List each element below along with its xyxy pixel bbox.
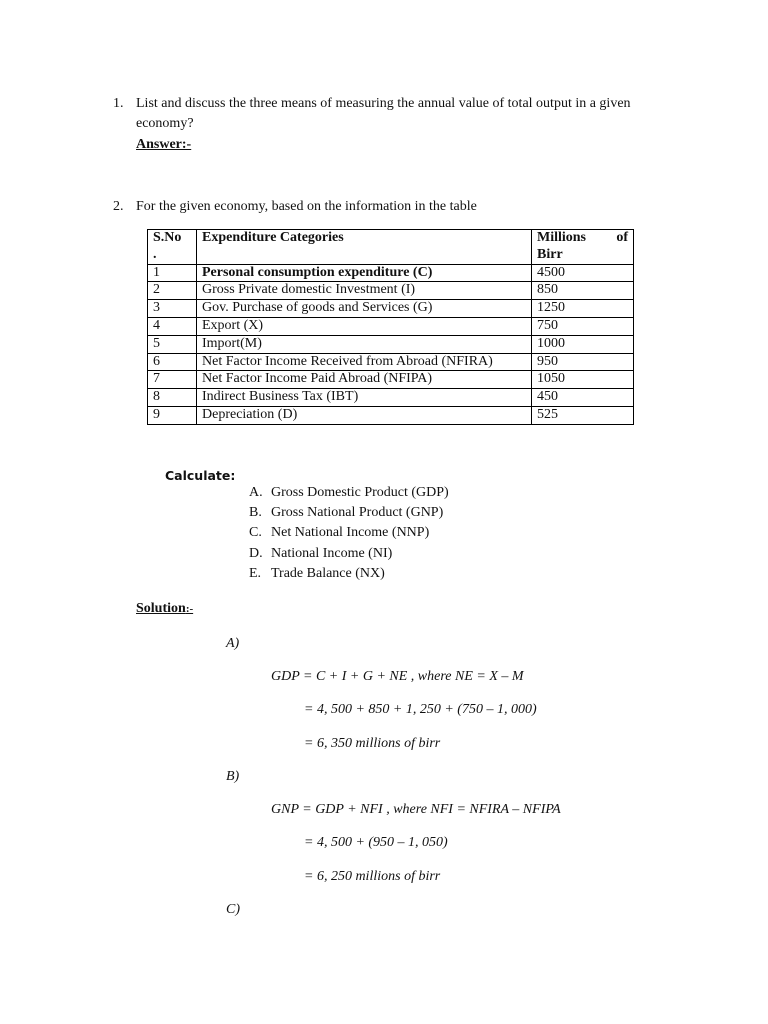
header-millions: Millions of Birr: [532, 230, 634, 265]
gdp-result: = 6, 350 millions of birr: [304, 736, 441, 751]
calculate-item-letter: B.: [249, 505, 262, 521]
header-category: Expenditure Categories: [197, 230, 532, 265]
calculate-item-text: Trade Balance (NX): [271, 565, 385, 581]
calculate-item: [249, 504, 449, 524]
calculate-item: [249, 484, 449, 504]
q1-number: 1.: [113, 96, 124, 111]
calculate-label: Calculate:: [165, 468, 236, 483]
row-category: Gross Private domestic Investment (I): [197, 282, 532, 300]
row-category: Net Factor Income Received from Abroad (NFIRA): [197, 353, 532, 371]
calculate-item-letter: D.: [249, 545, 263, 561]
row-value: 750: [532, 317, 634, 335]
table-row: [148, 389, 634, 407]
part-b-label: B): [226, 769, 240, 784]
gdp-formula: GDP = C + I + G + NE , where NE = X – M: [271, 669, 524, 684]
calculate-item: [249, 545, 449, 565]
row-sno: 5: [148, 335, 197, 353]
calculate-item-text: Gross Domestic Product (GDP): [271, 485, 449, 500]
row-sno: 2: [148, 282, 197, 300]
row-value: 1050: [532, 371, 634, 389]
row-sno: 8: [148, 389, 197, 407]
table-row: [148, 371, 634, 389]
row-sno: 7: [148, 371, 197, 389]
answer-label: Answer:-: [136, 137, 192, 152]
calculate-item: [249, 565, 449, 585]
expenditure-table: [147, 229, 634, 425]
row-value: 450: [532, 389, 634, 407]
gnp-formula: GNP = GDP + NFI , where NFI = NFIRA – NFIPA: [271, 802, 561, 817]
row-category: Import(M): [197, 335, 532, 353]
calculate-list: [249, 484, 449, 585]
gdp-substitution: = 4, 500 + 850 + 1, 250 + (750 – 1, 000): [304, 702, 537, 717]
gnp-substitution: = 4, 500 + (950 – 1, 050): [304, 835, 448, 850]
calculate-item-text: National Income (NI): [271, 545, 393, 561]
row-sno: 3: [148, 300, 197, 318]
q1-text-line1: List and discuss the three means of measuring the annual value of total output in a given: [136, 96, 631, 111]
calculate-item-letter: E.: [249, 565, 262, 581]
part-c-label: C): [226, 902, 240, 917]
table-row: [148, 317, 634, 335]
row-category: Depreciation (D): [197, 406, 532, 424]
calculate-item-letter: A.: [249, 485, 263, 500]
part-a-label: A): [226, 636, 240, 651]
row-sno: 1: [148, 264, 197, 282]
row-category: Gov. Purchase of goods and Services (G): [197, 300, 532, 318]
row-category: Export (X): [197, 317, 532, 335]
row-sno: 9: [148, 406, 197, 424]
table-row: [148, 264, 634, 282]
row-value: 950: [532, 353, 634, 371]
row-value: 4500: [532, 264, 634, 282]
row-sno: 4: [148, 317, 197, 335]
row-category: Personal consumption expenditure (C): [197, 264, 532, 282]
q1-text-line2: economy?: [136, 116, 194, 131]
table-header-row: [148, 230, 634, 265]
solution-label: Solution:-: [136, 601, 194, 616]
q2-text: For the given economy, based on the information in the table: [136, 199, 477, 214]
calculate-item-text: Net National Income (NNP): [271, 525, 430, 541]
calculate-item-letter: C.: [249, 525, 262, 541]
table-row: [148, 335, 634, 353]
table-row: [148, 300, 634, 318]
row-value: 1250: [532, 300, 634, 318]
calculate-item-text: Gross National Product (GNP): [271, 505, 444, 521]
calculate-item: [249, 524, 449, 544]
row-value: 850: [532, 282, 634, 300]
row-value: 1000: [532, 335, 634, 353]
table-row: [148, 282, 634, 300]
row-category: Net Factor Income Paid Abroad (NFIPA): [197, 371, 532, 389]
row-value: 525: [532, 406, 634, 424]
table-row: [148, 353, 634, 371]
gnp-result: = 6, 250 millions of birr: [304, 869, 441, 884]
row-sno: 6: [148, 353, 197, 371]
table-row: [148, 406, 634, 424]
header-sno: S.No .: [148, 230, 197, 265]
row-category: Indirect Business Tax (IBT): [197, 389, 532, 407]
q2-number: 2.: [113, 199, 124, 214]
